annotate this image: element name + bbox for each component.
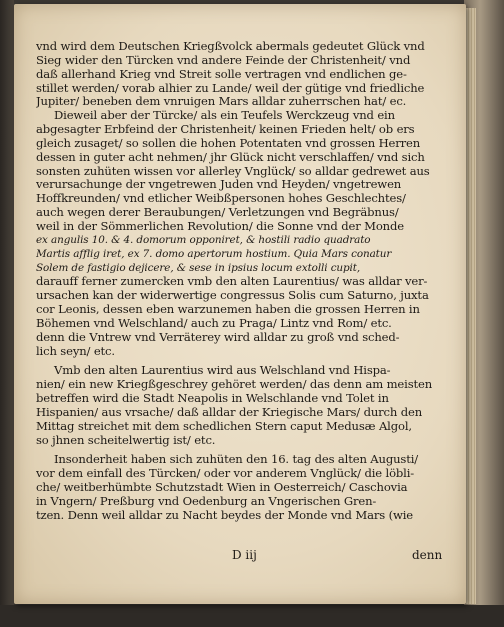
text-line: darauff ferner zumercken vmb den alten Laurentius/ was alldar ver- xyxy=(36,275,428,289)
text-line: Böhemen vnd Welschland/ auch zu Praga/ Lintz vnd Rom/ etc. xyxy=(36,316,392,330)
catchword: denn xyxy=(412,548,443,562)
text-line: daß allerhand Krieg vnd Streit solle vertragen vnd endlichen ge- xyxy=(36,67,407,81)
text-line: denn die Vntrew vnd Verräterey wird alldar zu groß vnd sched- xyxy=(36,330,400,344)
text-line: Mittag streichet mit dem schedlichen Stern caput Medusæ Algol, xyxy=(36,419,412,433)
text-line: Hispanien/ aus vrsache/ daß alldar der Kriegische Mars/ durch den xyxy=(36,405,423,419)
text-line: Hoffkreunden/ vnd etlicher Weibßpersonen hohes Geschlechtes/ xyxy=(36,192,406,206)
text-line: auch wegen derer Beraubungen/ Verletzungen vnd Begräbnus/ xyxy=(36,206,399,220)
text-line: gleich zusaget/ so sollen die hohen Potentaten vnd grossen Herren xyxy=(36,136,421,150)
signature-mark: D iij xyxy=(232,548,257,562)
text-line: ursachen kan der widerwertige congressus Solis cum Saturno, juxta xyxy=(36,289,429,303)
text-line: verursachunge der vngetrewen Juden vnd Heyden/ vngetrewen xyxy=(36,178,402,192)
text-line: nien/ ein new Kriegßgeschrey gehöret werden/ das denn am meisten xyxy=(36,378,433,392)
text-line: ex angulis 10. & 4. domorum opponiret, & hostili radio quadrato xyxy=(36,233,371,246)
text-line: sonsten zuhüten wissen vor allerley Vnglück/ so alldar gedrewet aus xyxy=(36,164,430,178)
body-text xyxy=(36,40,454,523)
background-left xyxy=(0,0,14,627)
text-line: betreffen wird die Stadt Neapolis in Welschlande vnd Tolet in xyxy=(36,392,389,406)
text-line: Solem de fastigio dejicere, & sese in ipsius locum extolli cupit, xyxy=(36,261,361,274)
text-line: dessen in guter acht nehmen/ jhr Glück nicht verschlaffen/ vnd sich xyxy=(36,150,425,164)
text-line: vor dem einfall des Türcken/ oder vor anderem Vnglück/ die löbli- xyxy=(36,467,415,481)
text-line: tzen. Denn weil alldar zu Nacht beydes der Monde vnd Mars (wie xyxy=(36,508,413,522)
text-line: Dieweil aber der Türcke/ als ein Teufels Werckzeug vnd ein xyxy=(54,109,395,123)
text-line: stillet werden/ vorab alhier zu Lande/ weil der gütige vnd friedliche xyxy=(36,81,425,95)
text-line: Vmb den alten Laurentius wird aus Welschland vnd Hispa- xyxy=(54,364,391,378)
text-line: Jupiter/ beneben dem vnruigen Mars alldar zuherrschen hat/ ec. xyxy=(36,95,407,109)
text-line: lich seyn/ etc. xyxy=(36,344,115,358)
background-bottom xyxy=(0,605,504,627)
text-line: Insonderheit haben sich zuhüten den 16. tag des alten Augusti/ xyxy=(54,453,419,467)
text-line: so jhnen scheitelwertig ist/ etc. xyxy=(36,433,216,447)
text-line: weil in der Sömmerlichen Revolution/ die Sonne vnd der Monde xyxy=(36,219,404,233)
text-line: vnd wird dem Deutschen Kriegßvolck abermals gedeutet Glück vnd xyxy=(36,40,425,53)
text-line: cor Leonis, dessen eben warzunemen haben die grossen Herren in xyxy=(36,303,420,317)
text-line: in Vngern/ Preßburg vnd Oedenburg an Vngerischen Gren- xyxy=(36,495,377,508)
text-line: Sieg wider den Türcken vnd andere Feinde der Christenheit/ vnd xyxy=(36,53,411,67)
page-fore-edge xyxy=(466,8,476,604)
text-line: Martis afflig iret, ex 7. domo apertorum hostium. Quia Mars conatur xyxy=(36,247,392,260)
text-line: abgesagter Erbfeind der Christenheit/ keinen Frieden helt/ ob ers xyxy=(36,123,415,137)
text-line: che/ weitberhümbte Schutzstadt Wien in Oesterreich/ Caschovia xyxy=(36,481,408,495)
